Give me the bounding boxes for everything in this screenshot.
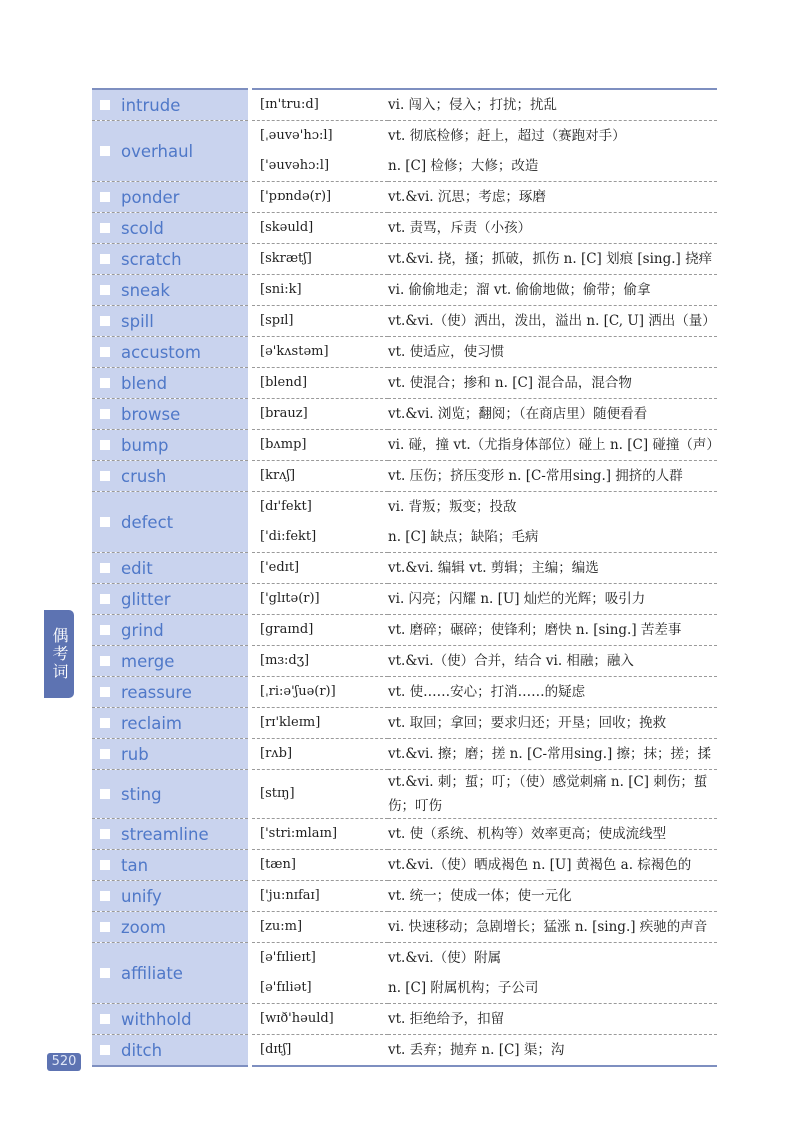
definition: vi. 偷偷地走；溜 vt. 偷偷地做；偷带；偷拿 <box>388 282 651 298</box>
pronunciation: [dɪ'fekt] <box>260 499 312 514</box>
pronunciation: [ˌri:ə'ʃuə(r)] <box>260 684 336 699</box>
pronunciation: [blend] <box>260 375 308 390</box>
checkbox-square-icon <box>100 656 110 666</box>
word-cell <box>92 461 250 492</box>
word-cell <box>92 677 250 708</box>
checkbox-square-icon <box>100 192 110 202</box>
checkbox-square-icon <box>100 968 110 978</box>
pronunciation-cell <box>250 399 388 430</box>
pronunciation-cell <box>250 492 388 553</box>
table-row <box>92 881 717 912</box>
definition: vt. 彻底检修；赶上，超过（赛跑对手） <box>388 128 626 144</box>
definition-cell <box>388 615 717 646</box>
definition-cell <box>388 182 717 213</box>
definition-cell <box>388 739 717 770</box>
word-cell <box>92 553 250 584</box>
definition: vt. 取回；拿回；要求归还；开垦；回收；挽救 <box>388 715 667 731</box>
definition: vi. 闯入；侵入；打扰；扰乱 <box>388 97 558 113</box>
table-row <box>92 912 717 943</box>
table-row <box>92 121 717 182</box>
definition-cell <box>388 213 717 244</box>
table-row <box>92 1035 717 1067</box>
table-row <box>92 275 717 306</box>
headword: affiliate <box>121 963 183 983</box>
definition-cell <box>388 430 720 461</box>
table-row <box>92 306 717 337</box>
pronunciation: ['stri:mlaɪn] <box>260 826 338 841</box>
definition: vt.&vi. 浏览；翻阅；（在商店里）随便看看 <box>388 406 648 422</box>
table-row <box>92 430 717 461</box>
word-cell <box>92 368 250 399</box>
pronunciation: ['pɒndə(r)] <box>260 189 332 204</box>
table-row <box>92 615 717 646</box>
pronunciation-cell <box>250 912 388 943</box>
table-row <box>92 399 717 430</box>
pronunciation: [krʌʃ] <box>260 468 296 483</box>
checkbox-square-icon <box>100 829 110 839</box>
definition: vt.&vi. 沉思；考虑；琢磨 <box>388 189 546 205</box>
definition-cell <box>388 708 717 739</box>
pronunciation-cell <box>250 337 388 368</box>
pronunciation: [tæn] <box>260 857 296 872</box>
pronunciation-cell <box>250 182 388 213</box>
pronunciation: [rʌb] <box>260 746 293 761</box>
pronunciation-cell <box>250 584 388 615</box>
checkbox-square-icon <box>100 440 110 450</box>
pronunciation: ['di:fekt] <box>260 529 317 544</box>
headword: withhold <box>121 1009 192 1029</box>
word-cell <box>92 337 250 368</box>
definition: vt.&vi.（使）洒出，泼出，溢出 n. [C, U] 洒出（量） <box>388 313 716 329</box>
pronunciation-cell <box>250 553 388 584</box>
definition: vt.&vi. 擦；磨；搓 n. [C-常用sing.] 擦；抹；搓；揉 <box>388 746 712 762</box>
checkbox-square-icon <box>100 254 110 264</box>
definition-cell <box>388 943 717 1004</box>
pronunciation-cell <box>250 708 388 739</box>
word-cell <box>92 819 250 850</box>
definition: vi. 快速移动；急剧增长；猛涨 n. [sing.] 疾驰的声音 <box>388 919 708 935</box>
word-cell <box>92 244 250 275</box>
headword: browse <box>121 404 181 424</box>
headword: blend <box>121 373 168 393</box>
headword: intrude <box>121 95 181 115</box>
definition: vt.&vi. 编辑 vt. 剪辑；主编；编选 <box>388 560 599 576</box>
word-cell <box>92 89 250 121</box>
table-row <box>92 368 717 399</box>
definition: vt. 使……安心；打消……的疑虑 <box>388 684 586 700</box>
pronunciation: ['ju:nɪfaɪ] <box>260 888 320 903</box>
headword: sting <box>121 784 162 804</box>
definition: vt.&vi.（使）晒成褐色 n. [U] 黄褐色 a. 棕褐色的 <box>388 857 692 873</box>
checkbox-square-icon <box>100 409 110 419</box>
checkbox-square-icon <box>100 563 110 573</box>
pronunciation: [zu:m] <box>260 919 303 934</box>
vocab-body <box>92 89 720 1066</box>
checkbox-square-icon <box>100 517 110 527</box>
word-cell <box>92 850 250 881</box>
headword: rub <box>121 744 149 764</box>
definition: vt. 丢弃；抛弃 n. [C] 渠；沟 <box>388 1042 565 1058</box>
definition: vt.&vi.（使）附属 <box>388 950 502 966</box>
table-row <box>92 708 717 739</box>
word-cell <box>92 881 250 912</box>
pronunciation: [mɜ:dʒ] <box>260 653 310 668</box>
definition: vi. 碰，撞 vt.（尤指身体部位）碰上 n. [C] 碰撞（声） <box>388 437 720 453</box>
pronunciation: [rɪ'kleɪm] <box>260 715 321 730</box>
pronunciation-cell <box>250 677 388 708</box>
definition: n. [C] 缺点；缺陷；毛病 <box>388 529 539 545</box>
table-row <box>92 943 717 1004</box>
definition: vi. 背叛；叛变；投敌 <box>388 499 517 515</box>
word-cell <box>92 213 250 244</box>
word-cell <box>92 708 250 739</box>
word-cell <box>92 399 250 430</box>
definition-cell <box>388 368 717 399</box>
definition-cell <box>388 461 717 492</box>
headword: tan <box>121 855 149 875</box>
definition-cell <box>388 306 717 337</box>
headword: accustom <box>121 342 201 362</box>
pronunciation: ['glɪtə(r)] <box>260 591 320 606</box>
definition: n. [C] 附属机构；子公司 <box>388 980 539 996</box>
checkbox-square-icon <box>100 347 110 357</box>
headword: glitter <box>121 589 171 609</box>
checkbox-square-icon <box>100 922 110 932</box>
table-row <box>92 461 717 492</box>
pronunciation: [spɪl] <box>260 313 294 328</box>
pronunciation-cell <box>250 430 388 461</box>
checkbox-square-icon <box>100 223 110 233</box>
pronunciation: [ə'fɪlieɪt] <box>260 950 316 965</box>
word-cell <box>92 646 250 677</box>
checkbox-square-icon <box>100 594 110 604</box>
pronunciation-cell <box>250 368 388 399</box>
pronunciation: [dɪtʃ] <box>260 1042 292 1057</box>
headword: overhaul <box>121 141 194 161</box>
headword: bump <box>121 435 169 455</box>
definition-cell <box>388 770 717 819</box>
table-row <box>92 213 717 244</box>
word-cell <box>92 615 250 646</box>
pronunciation-cell <box>250 1035 388 1067</box>
word-cell <box>92 182 250 213</box>
pronunciation-cell <box>250 881 388 912</box>
checkbox-square-icon <box>100 625 110 635</box>
definition: vt.&vi. 挠，搔；抓破，抓伤 n. [C] 划痕 [sing.] 挠痒 <box>388 251 713 267</box>
definition-cell <box>388 275 717 306</box>
checkbox-square-icon <box>100 860 110 870</box>
word-cell <box>92 770 250 819</box>
pronunciation: ['əuvəhɔ:l] <box>260 158 330 173</box>
pronunciation: [ə'fɪliət] <box>260 980 312 995</box>
pronunciation: [ˌəuvə'hɔ:l] <box>260 128 333 143</box>
headword: edit <box>121 558 153 578</box>
word-cell <box>92 121 250 182</box>
table-row <box>92 646 717 677</box>
pronunciation: [ə'kʌstəm] <box>260 344 329 359</box>
checkbox-square-icon <box>100 1045 110 1055</box>
headword: streamline <box>121 824 209 844</box>
definition-cell <box>388 584 717 615</box>
definition: vi. 闪亮；闪耀 n. [U] 灿烂的光辉；吸引力 <box>388 591 646 607</box>
pronunciation-cell <box>250 770 388 819</box>
table-row <box>92 553 717 584</box>
word-cell <box>92 1004 250 1035</box>
definition: vt. 使适应，使习惯 <box>388 344 505 360</box>
headword: reassure <box>121 682 192 702</box>
pronunciation-cell <box>250 244 388 275</box>
headword: zoom <box>121 917 166 937</box>
definition-cell <box>388 1004 717 1035</box>
word-cell <box>92 739 250 770</box>
headword: ditch <box>121 1040 163 1060</box>
checkbox-square-icon <box>100 316 110 326</box>
checkbox-square-icon <box>100 891 110 901</box>
definition-cell <box>388 646 717 677</box>
word-cell <box>92 943 250 1004</box>
headword: scold <box>121 218 164 238</box>
definition: vt. 磨碎；碾碎；使锋利；磨快 n. [sing.] 苦差事 <box>388 622 682 638</box>
definition: n. [C] 检修；大修；改造 <box>388 158 539 174</box>
pronunciation-cell <box>250 850 388 881</box>
pronunciation: [stɪŋ] <box>260 786 295 801</box>
table-row <box>92 850 717 881</box>
word-cell <box>92 275 250 306</box>
table-row <box>92 337 717 368</box>
definition-cell <box>388 492 717 553</box>
pronunciation-cell <box>250 306 388 337</box>
pronunciation-cell <box>250 275 388 306</box>
headword: crush <box>121 466 167 486</box>
headword: grind <box>121 620 164 640</box>
page-number: 520 <box>47 1053 81 1071</box>
pronunciation: [skəuld] <box>260 220 314 235</box>
pronunciation: ['edɪt] <box>260 560 300 575</box>
definition: vt.&vi. 刺；蜇；叮；（使）感觉刺痛 n. [C] 刺伤；蜇伤；叮伤 <box>388 774 708 814</box>
headword: reclaim <box>121 713 182 733</box>
word-cell <box>92 430 250 461</box>
table-row <box>92 770 717 819</box>
table-row <box>92 677 717 708</box>
pronunciation: [brauz] <box>260 406 308 421</box>
table-row <box>92 89 717 121</box>
word-cell <box>92 306 250 337</box>
headword: sneak <box>121 280 170 300</box>
definition-cell <box>388 553 717 584</box>
checkbox-square-icon <box>100 749 110 759</box>
definition-cell <box>388 912 717 943</box>
pronunciation: [graɪnd] <box>260 622 314 637</box>
table-row <box>92 1004 717 1035</box>
side-tab-label: 偶考词 <box>50 627 69 681</box>
headword: defect <box>121 512 174 532</box>
headword: scratch <box>121 249 182 269</box>
definition: vt. 责骂，斥责（小孩） <box>388 220 532 236</box>
word-cell <box>92 492 250 553</box>
table-row <box>92 182 717 213</box>
pronunciation-cell <box>250 1004 388 1035</box>
table-row <box>92 739 717 770</box>
checkbox-square-icon <box>100 789 110 799</box>
definition: vt. 拒绝给予，扣留 <box>388 1011 505 1027</box>
table-row <box>92 584 717 615</box>
pronunciation-cell <box>250 121 388 182</box>
checkbox-square-icon <box>100 471 110 481</box>
pronunciation: [ɪn'tru:d] <box>260 97 319 112</box>
definition-cell <box>388 819 717 850</box>
headword: spill <box>121 311 154 331</box>
definition-cell <box>388 850 717 881</box>
definition-cell <box>388 1035 717 1067</box>
word-cell <box>92 912 250 943</box>
pronunciation: [sni:k] <box>260 282 302 297</box>
checkbox-square-icon <box>100 285 110 295</box>
checkbox-square-icon <box>100 1014 110 1024</box>
headword: merge <box>121 651 175 671</box>
checkbox-square-icon <box>100 100 110 110</box>
definition-cell <box>388 881 717 912</box>
table-row <box>92 244 717 275</box>
definition: vt. 统一；使成一体；使一元化 <box>388 888 572 904</box>
pronunciation-cell <box>250 213 388 244</box>
checkbox-square-icon <box>100 378 110 388</box>
word-cell <box>92 1035 250 1067</box>
pronunciation: [skrætʃ] <box>260 251 312 266</box>
pronunciation: [bʌmp] <box>260 437 307 452</box>
definition-cell <box>388 244 717 275</box>
headword: ponder <box>121 187 180 207</box>
definition-cell <box>388 337 717 368</box>
definition: vt. 使（系统、机构等）效率更高；使成流线型 <box>388 826 667 842</box>
definition-cell <box>388 89 717 121</box>
pronunciation-cell <box>250 89 388 121</box>
definition-cell <box>388 677 717 708</box>
pronunciation-cell <box>250 943 388 1004</box>
pronunciation-cell <box>250 819 388 850</box>
table-row <box>92 819 717 850</box>
table-row <box>92 492 717 553</box>
definition: vt. 压伤；挤压变形 n. [C-常用sing.] 拥挤的人群 <box>388 468 683 484</box>
pronunciation-cell <box>250 646 388 677</box>
definition-cell <box>388 121 717 182</box>
pronunciation-cell <box>250 739 388 770</box>
checkbox-square-icon <box>100 146 110 156</box>
definition-cell <box>388 399 717 430</box>
vocab-table <box>92 88 720 1067</box>
checkbox-square-icon <box>100 687 110 697</box>
pronunciation-cell <box>250 461 388 492</box>
checkbox-square-icon <box>100 718 110 728</box>
side-tab <box>44 610 74 698</box>
pronunciation: [wɪð'həuld] <box>260 1011 334 1026</box>
definition: vt.&vi.（使）合并，结合 vi. 相融；融入 <box>388 653 634 669</box>
word-cell <box>92 584 250 615</box>
definition: vt. 使混合；掺和 n. [C] 混合品，混合物 <box>388 375 632 391</box>
pronunciation-cell <box>250 615 388 646</box>
headword: unify <box>121 886 162 906</box>
